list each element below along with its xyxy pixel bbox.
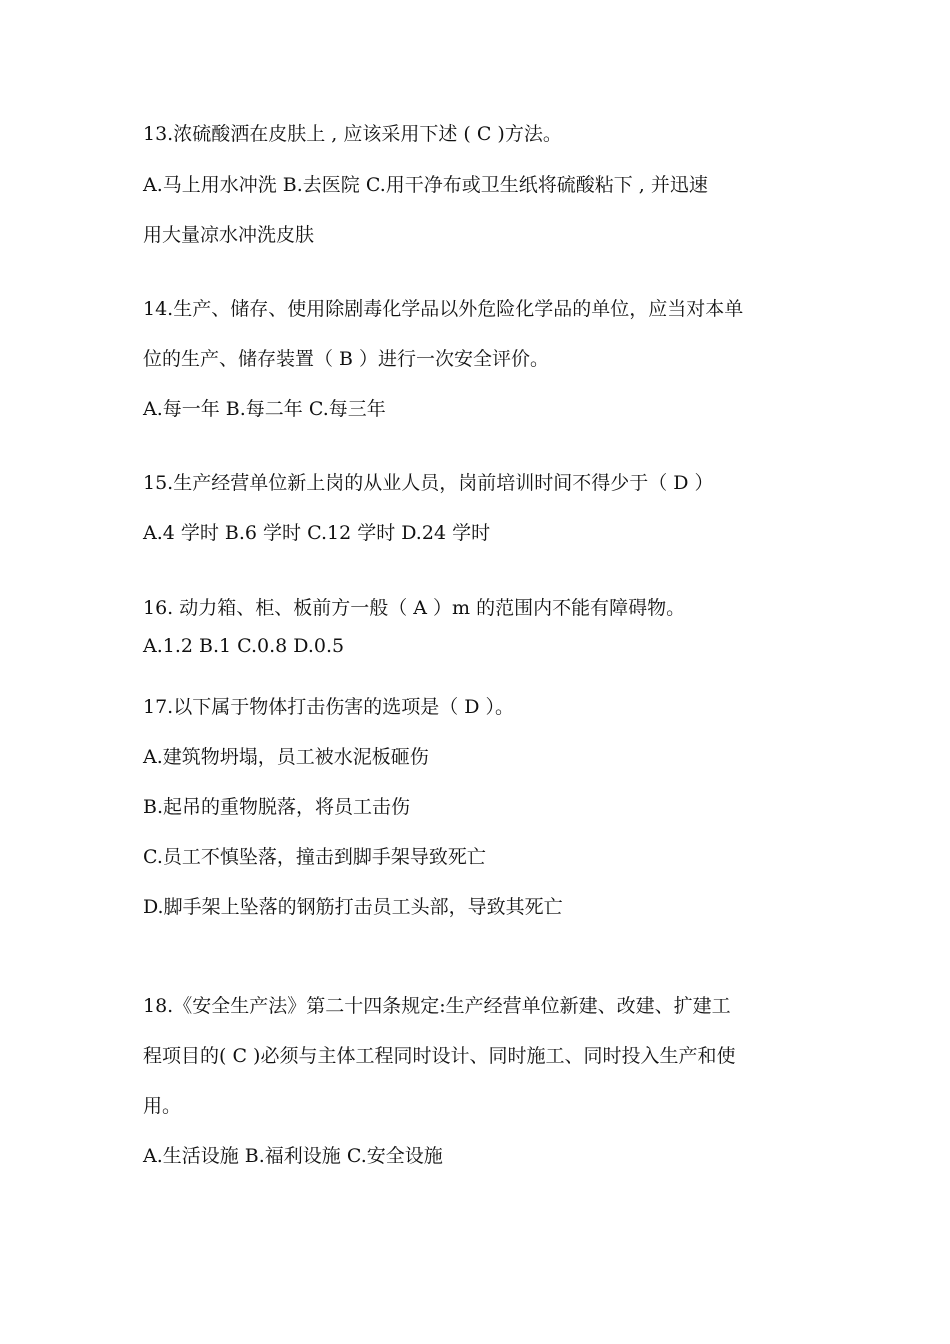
question-15-stem: 15.生产经营单位新上岗的从业人员，岗前培训时间不得少于（ D ） xyxy=(143,472,714,494)
question-13-options-continued: 用大量凉水冲洗皮肤 xyxy=(143,224,315,246)
question-13-stem: 13.浓硫酸洒在皮肤上 , 应该采用下述 ( C )方法。 xyxy=(143,123,562,145)
question-18-options: A.生活设施 B.福利设施 C.安全设施 xyxy=(143,1145,443,1167)
question-18-stem-end: 用。 xyxy=(143,1095,182,1117)
question-15-options: A.4 学时 B.6 学时 C.12 学时 D.24 学时 xyxy=(143,522,491,544)
question-17-option-c: C.员工不慎坠落，撞击到脚手架导致死亡 xyxy=(143,846,486,868)
question-14-stem-continued: 位的生产、储存装置（ B ）进行一次安全评价。 xyxy=(143,348,550,370)
question-16-stem: 16. 动力箱、柜、板前方一般（ A ）m 的范围内不能有障碍物。 xyxy=(143,597,686,619)
question-13-options: A.马上用水冲洗 B.去医院 C.用干净布或卫生纸将硫酸粘下 , 并迅速 xyxy=(143,174,708,196)
question-18-stem-continued: 程项目的( C )必须与主体工程同时设计、同时施工、同时投入生产和使 xyxy=(143,1045,736,1067)
question-17-option-a: A.建筑物坍塌，员工被水泥板砸伤 xyxy=(143,746,429,768)
question-17-stem: 17.以下属于物体打击伤害的选项是（ D ）。 xyxy=(143,696,515,718)
question-18-stem: 18.《安全生产法》第二十四条规定:生产经营单位新建、改建、扩建工 xyxy=(143,995,731,1017)
question-16-options: A.1.2 B.1 C.0.8 D.0.5 xyxy=(143,635,345,657)
question-14-stem: 14.生产、储存、使用除剧毒化学品以外危险化学品的单位，应当对本单 xyxy=(143,298,744,320)
question-14-options: A.每一年 B.每二年 C.每三年 xyxy=(143,398,386,420)
question-17-option-d: D.脚手架上坠落的钢筋打击员工头部，导致其死亡 xyxy=(143,896,563,918)
question-17-option-b: B.起吊的重物脱落，将员工击伤 xyxy=(143,796,411,818)
